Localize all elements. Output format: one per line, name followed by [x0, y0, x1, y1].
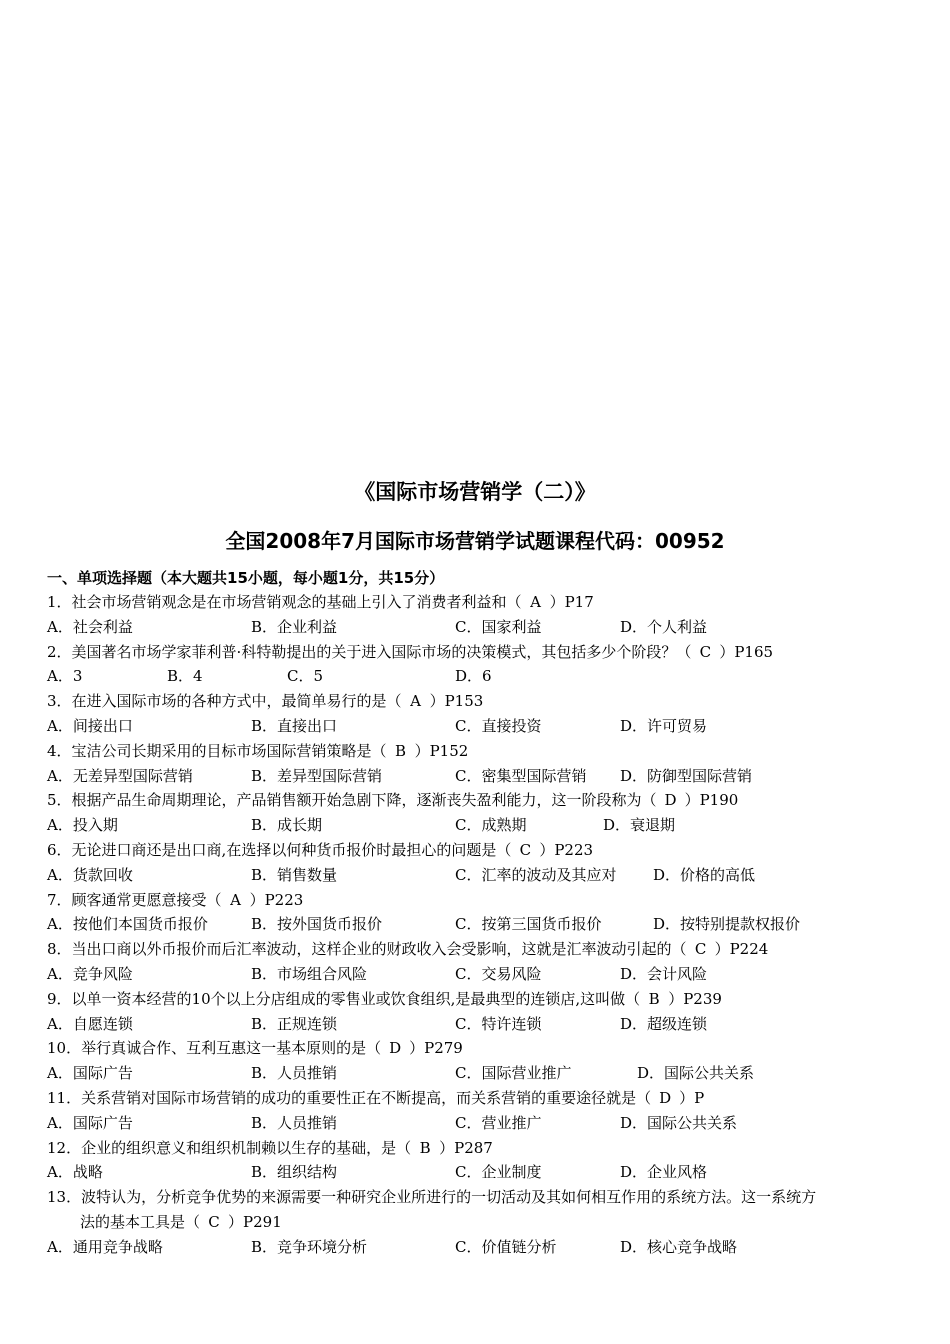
option-b: B．企业利益 [251, 617, 338, 636]
option-a: A．投入期 [47, 816, 118, 835]
option-c: C．直接投资 [455, 716, 542, 735]
option-b: B．销售数量 [251, 865, 338, 884]
options-row [47, 912, 917, 937]
option-c: C．企业制度 [455, 1163, 542, 1182]
question-text: 顾客通常更愿意接受（ [71, 890, 222, 909]
page-reference: ）P17 [549, 593, 594, 611]
question-number: 2． [47, 642, 72, 661]
question-number: 12． [47, 1138, 82, 1157]
option-c: C．国家利益 [455, 617, 542, 636]
question-text: 关系营销对国际市场营销的成功的重要性正在不断提高，而关系营销的重要途径就是（ [81, 1088, 652, 1107]
page-reference: ）P223 [539, 840, 594, 859]
answer-key: A [410, 692, 421, 711]
option-d: D．超级连锁 [620, 1014, 708, 1033]
option-d: D．企业风格 [620, 1163, 708, 1182]
option-a: A．社会利益 [47, 617, 133, 636]
question-number: 10． [47, 1039, 82, 1058]
option-c: C．营业推广 [455, 1113, 542, 1132]
question-number: 1． [47, 593, 72, 611]
options-row [47, 1061, 917, 1086]
page-reference: ）P279 [409, 1039, 463, 1058]
option-c: C．5 [287, 667, 324, 686]
option-a: A．间接出口 [47, 716, 133, 735]
option-b: B．按外国货币报价 [251, 915, 383, 934]
answer-key: D [664, 791, 677, 810]
page-reference: ）P224 [714, 940, 769, 959]
question-number: 5． [47, 791, 72, 810]
answer-key: B [419, 1138, 431, 1157]
option-a: A．无差异型国际营销 [47, 766, 193, 785]
question-text: 社会市场营销观念是在市场营销观念的基础上引入了消费者利益和（ [71, 593, 522, 611]
option-c: C．价值链分析 [455, 1237, 557, 1256]
question-stem [47, 937, 917, 962]
question-text: 宝洁公司长期采用的目标市场国际营销策略是（ [71, 741, 387, 760]
question-text: 以单一资本经营的10个以上分店组成的零售业或饮食组织,是最典型的连锁店,这叫做（ [71, 989, 641, 1008]
question-number: 4． [47, 741, 72, 760]
option-d: D．国际公共关系 [620, 1113, 738, 1132]
option-c: C．特许连锁 [455, 1014, 542, 1033]
option-c: C．汇率的波动及其应对 [455, 865, 617, 884]
option-b: B．成长期 [251, 816, 323, 835]
option-b: B．差异型国际营销 [251, 766, 383, 785]
question-stem [47, 838, 917, 863]
answer-key: A [530, 593, 541, 611]
option-c: C．交易风险 [455, 964, 542, 983]
options-row [47, 714, 917, 739]
answer-key: B [395, 741, 407, 760]
options-row [47, 1111, 917, 1136]
question-stem-continued [47, 1210, 917, 1235]
question-stem [47, 888, 917, 913]
page-reference: ）P [679, 1088, 705, 1107]
page-reference: ）P165 [719, 642, 774, 661]
document-title: 《国际市场营销学（二）》 [354, 480, 596, 504]
question-stem [47, 1086, 917, 1111]
question-text: 在进入国际市场的各种方式中，最简单易行的是（ [71, 692, 402, 711]
answer-key: A [230, 890, 241, 909]
answer-key: C [208, 1212, 220, 1231]
option-d: D．6 [455, 667, 492, 686]
question-number: 8． [47, 940, 72, 959]
section-heading: 一、单项选择题（本大题共15小题，每小题1分，共15分） [47, 569, 445, 587]
option-c: C．按第三国货币报价 [455, 915, 602, 934]
question-stem [47, 987, 917, 1012]
answer-key: C [699, 642, 712, 661]
option-b: B．人员推销 [251, 1113, 338, 1132]
question-number: 7． [47, 890, 72, 909]
option-c: C．成熟期 [455, 816, 527, 835]
option-a: A．国际广告 [47, 1113, 133, 1132]
option-b: B．正规连锁 [251, 1014, 338, 1033]
option-d: D．防御型国际营销 [620, 766, 753, 785]
option-d: D．核心竞争战略 [620, 1237, 738, 1256]
question-number: 9． [47, 989, 72, 1008]
question-stem [47, 640, 917, 665]
option-d: D．会计风险 [620, 964, 708, 983]
page-reference: ）P190 [684, 791, 739, 810]
question-text: 波特认为，分析竞争优势的来源需要一种研究企业所进行的一切活动及其如何相互作用的系统方法。这一系统方 [81, 1188, 817, 1207]
option-b: B．市场组合风险 [251, 964, 368, 983]
options-row [47, 615, 917, 640]
question-number: 11． [47, 1088, 82, 1107]
option-c: C．国际营业推广 [455, 1064, 572, 1083]
question-stem [47, 689, 917, 714]
question-stem [47, 590, 917, 615]
option-a: A．按他们本国货币报价 [47, 915, 208, 934]
question-stem [47, 1036, 917, 1061]
question-number: 13． [47, 1188, 82, 1207]
option-d: D．个人利益 [620, 617, 708, 636]
option-d: D．衰退期 [603, 816, 676, 835]
question-stem [47, 788, 917, 813]
option-d: D．按特别提款权报价 [653, 915, 801, 934]
answer-key: D [389, 1039, 402, 1058]
question-stem [47, 739, 917, 764]
question-text: 无论进口商还是出口商,在选择以何种货币报价时最担心的问题是（ [71, 840, 512, 859]
options-row [47, 962, 917, 987]
options-row [47, 664, 917, 689]
option-d: D．价格的高低 [653, 865, 756, 884]
page-reference: ）P287 [439, 1138, 493, 1157]
page-reference: ）P223 [249, 890, 304, 909]
question-stem [47, 1185, 917, 1210]
page-reference: ）P291 [228, 1212, 282, 1231]
options-row [47, 863, 917, 888]
document-subtitle: 全国2008年7月国际市场营销学试题课程代码：00952 [225, 529, 725, 553]
options-row [47, 1012, 917, 1037]
question-text: 当出口商以外币报价而后汇率波动，这样企业的财政收入会受影响，这就是汇率波动引起的（ [71, 940, 687, 959]
page-reference: ）P153 [429, 692, 484, 711]
option-a: A．3 [47, 667, 83, 686]
option-a: A．战略 [47, 1163, 103, 1182]
option-a: A．竞争风险 [47, 964, 133, 983]
options-row [47, 813, 917, 838]
options-row [47, 1235, 917, 1260]
option-b: B．竞争环境分析 [251, 1237, 368, 1256]
question-text: 举行真诚合作、互利互惠这一基本原则的是（ [81, 1039, 382, 1058]
question-text: 企业的组织意义和组织机制赖以生存的基础，是（ [81, 1138, 412, 1157]
option-b: B．人员推销 [251, 1064, 338, 1083]
option-a: A．国际广告 [47, 1064, 133, 1083]
page-reference: ）P239 [668, 989, 722, 1008]
option-c: C．密集型国际营销 [455, 766, 587, 785]
option-d: D．许可贸易 [620, 716, 708, 735]
question-stem [47, 1136, 917, 1161]
option-a: A．自愿连锁 [47, 1014, 133, 1033]
question-number: 6． [47, 840, 72, 859]
question-text: 根据产品生命周期理论，产品销售额开始急剧下降，逐渐丧失盈利能力，这一阶段称为（ [71, 791, 657, 810]
option-b: B．组织结构 [251, 1163, 338, 1182]
option-a: A．通用竞争战略 [47, 1237, 163, 1256]
options-row [47, 764, 917, 789]
option-b: B．直接出口 [251, 716, 338, 735]
option-b: B．4 [167, 667, 203, 686]
question-number: 3． [47, 692, 72, 711]
answer-key: C [694, 940, 707, 959]
answer-key: B [648, 989, 660, 1008]
answer-key: C [519, 840, 532, 859]
answer-key: D [659, 1088, 672, 1107]
question-list [47, 590, 917, 1260]
option-a: A．货款回收 [47, 865, 133, 884]
question-text: 美国著名市场学家菲利普·科特勒提出的关于进入国际市场的决策模式，其包括多少个阶段？（ [71, 642, 692, 661]
question-text-continued: 法的基本工具是（ [80, 1212, 201, 1231]
option-d: D．国际公共关系 [637, 1064, 755, 1083]
page-reference: ）P152 [414, 741, 469, 760]
options-row [47, 1160, 917, 1185]
